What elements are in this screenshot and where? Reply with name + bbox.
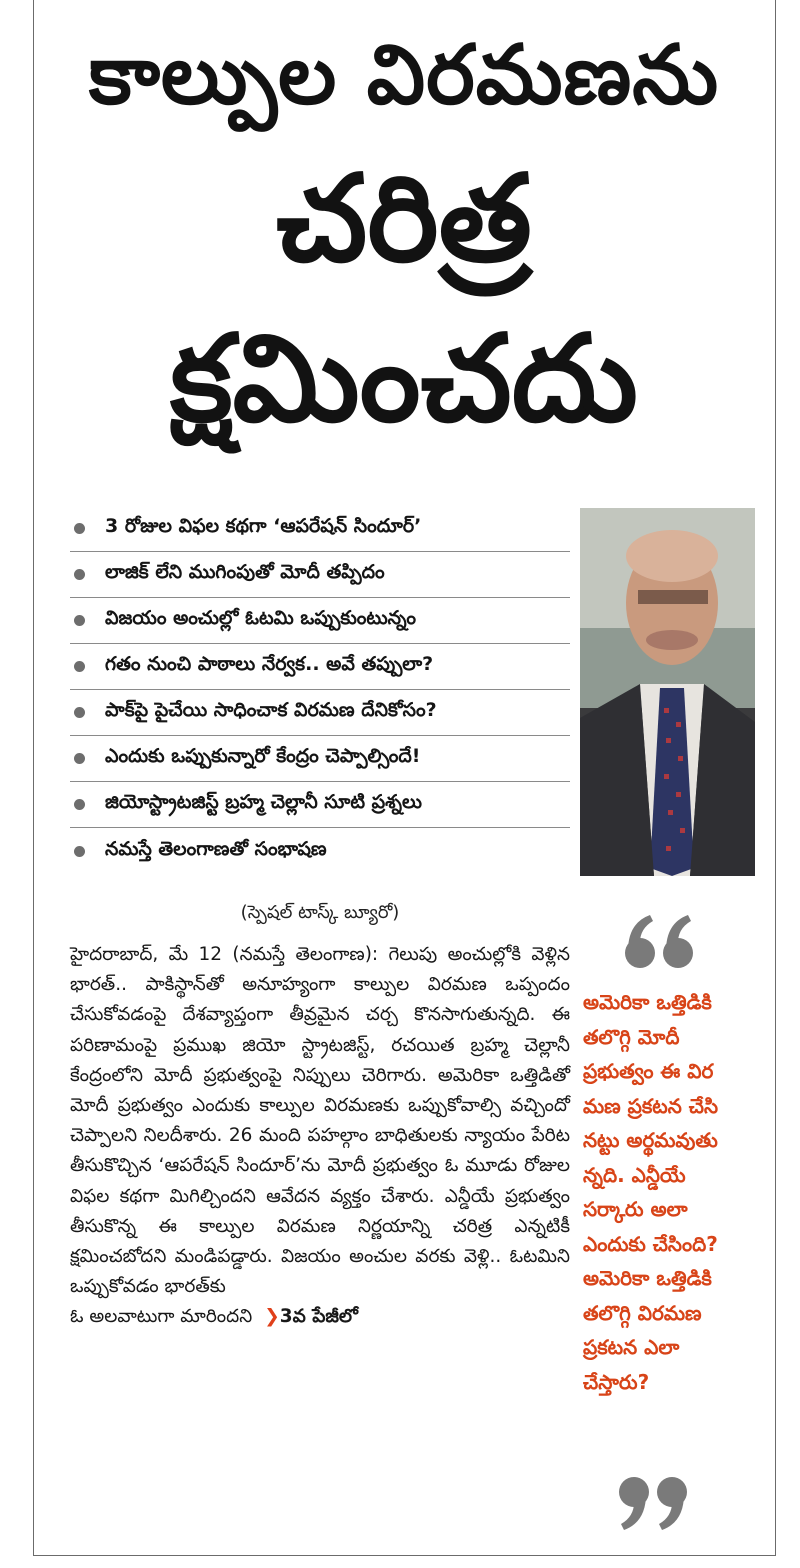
bullet-dot-icon (74, 753, 85, 764)
bullet-dot-icon (74, 523, 85, 534)
bullet-dot-icon (74, 615, 85, 626)
bullet-dot-icon (74, 569, 85, 580)
bullet-text: లాజిక్ లేని ముగింపుతో మోదీ తప్పిదం (105, 561, 385, 583)
headline-line-2: చరిత్ర (276, 150, 532, 289)
bullet-text: 3 రోజుల విఫల కథగా ‘ఆపరేషన్ సిందూర్’ (105, 515, 422, 537)
article-body (70, 940, 570, 1333)
bullet-text: గతం నుంచి పాఠాలు నేర్వక.. అవే తప్పులా? (105, 653, 434, 675)
bullet-dot-icon (74, 661, 85, 672)
pull-quote-line: ప్రభుత్వం ఈ విర (583, 1059, 714, 1083)
arrow-right-icon: ❯ (264, 1306, 280, 1328)
article-body-paragraph: హైదరాబాద్, మే 12 (నమస్తే తెలంగాణ): గెలుపు అంచుల్లోకి వెళ్లిన భారత్.. పాకిస్థాన్‌తో అనూహ్యంగా కాల్పుల విరమణ ఒప్పందం చేసుకోవడంపై దేశవ్యాప్తంగా తీవ్రమైన చర్చ కొనసాగుతున్నది. ఈ పరిణామంపై ప్రముఖ జియో స్ట్రాటజిస్ట్, రచయిత బ్రహ్మ చెల్లానీ కేంద్రంలోని మోదీ ప్రభుత్వంపై నిప్పులు చెరిగారు. అమెరికా ఒత్తిడితో మోదీ ప్రభుత్వం ఎందుకు కాల్పుల విరమణకు ఒప్పుకోవాల్సి వచ్చిందో చెప్పాలని నిలదీశారు. 26 మంది పహల్గాం బాధితులకు న్యాయం పేరిట తీసుకొచ్చిన ‘ఆపరేషన్ సిందూర్’ను మోదీ ప్రభుత్వం ఓ మూడు రోజుల విఫల కథగా మిగిల్చిందని ఆవేదన వ్యక్తం చేశారు. ఎన్డీయే ప్రభుత్వం తీసుకొన్న ఈ కాల్పుల విరమణ నిర్ణయాన్ని చరిత్ర ఎన్నటికీ క్షమించబోదని మండిపడ్డారు. విజయం అంచుల వరకు వెళ్లి.. ఓటమిని ఒప్పుకోవడం భారత్‌కు (70, 944, 570, 1298)
bullet-item (70, 644, 570, 690)
bullet-text: నమస్తే తెలంగాణతో సంభాషణ (105, 837, 327, 860)
bullet-item (70, 828, 570, 874)
bullet-text: పాక్‌పై పైచేయి సాధించాక విరమణ దేనికోసం? (105, 699, 437, 721)
pull-quote-line: తలొగ్గి విరమణ (583, 1300, 702, 1325)
pull-quote-line: చేస్తారు? (583, 1369, 650, 1394)
pull-quote-line: తలొగ్గి మోదీ (583, 1024, 680, 1049)
headline-line-1: కాల్పుల విరమణను (88, 28, 720, 123)
bullet-text: విజయం అంచుల్లో ఓటమి ఒప్పుకుంటున్నం (105, 607, 416, 629)
bullet-item (70, 598, 570, 644)
bullet-item (70, 506, 570, 552)
pull-quote-line: ఎందుకు చేసింది? (583, 1231, 718, 1256)
pull-quote (583, 985, 768, 1399)
article-continuation (70, 1302, 570, 1332)
pull-quote-line: నట్టు అర్థమవుతు (583, 1128, 718, 1152)
portrait-photo (580, 508, 755, 876)
continued-page-link[interactable]: 3వ పేజీలో (279, 1306, 358, 1328)
quote-close-icon (612, 1470, 692, 1540)
bullet-dot-icon (74, 846, 85, 857)
portrait-image (580, 508, 755, 876)
headline-line-3: క్షమించదు (170, 310, 638, 449)
bullet-item (70, 736, 570, 782)
bullet-dot-icon (74, 799, 85, 810)
bullet-item (70, 782, 570, 828)
pull-quote-line: సర్కారు అలా (583, 1197, 688, 1221)
pull-quote-line: న్నది. ఎన్డీయే (583, 1162, 686, 1187)
pull-quote-line: అమెరికా ఒత్తిడికి (583, 1266, 712, 1290)
quote-open-icon (620, 905, 700, 975)
bullet-item (70, 552, 570, 598)
pull-quote-line: అమెరికా ఒత్తిడికి (583, 990, 712, 1014)
article-last-line: ఓ అలవాటుగా మారిందని (70, 1306, 253, 1328)
bullet-text: జియోస్ట్రాటజిస్ట్ బ్రహ్మ చెల్లానీ సూటి ప్రశ్నలు (105, 791, 423, 813)
bullet-dot-icon (74, 707, 85, 718)
bullet-item (70, 690, 570, 736)
pull-quote-line: ప్రకటన ఎలా (583, 1335, 680, 1359)
bullet-text: ఎందుకు ఒప్పుకున్నారో కేంద్రం చెప్పాల్సిందే! (105, 745, 421, 767)
summary-bullets (70, 506, 570, 874)
pull-quote-line: మణ ప్రకటన చేసి (583, 1093, 718, 1118)
article-credit: (స్పెషల్ టాస్క్ బ్యూరో) (240, 902, 400, 923)
